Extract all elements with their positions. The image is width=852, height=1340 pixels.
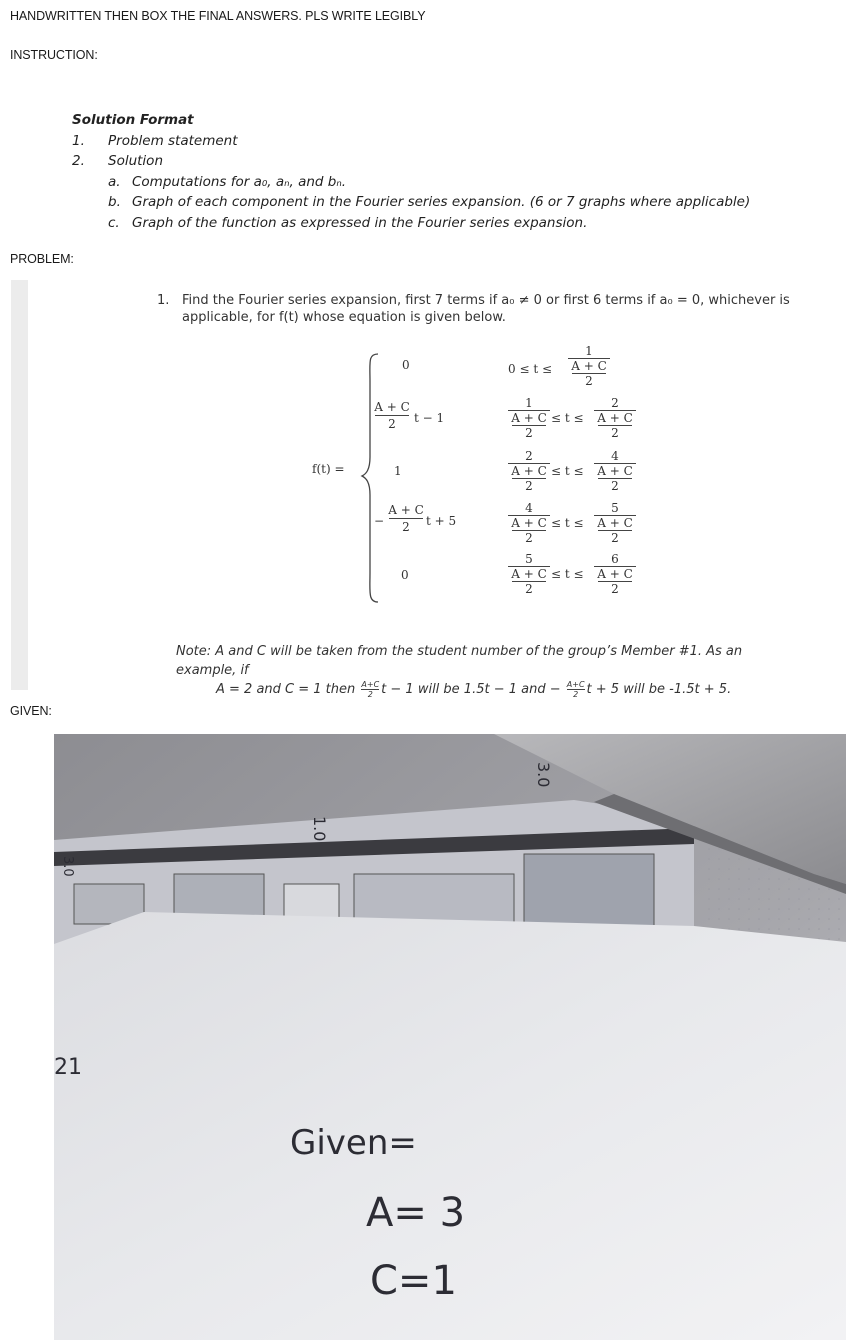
note-line-2-c: t + 5 will be -1.5t + 5. [586, 682, 732, 697]
problem-label: PROBLEM: [10, 252, 74, 266]
case-2-denominator: 2 [388, 417, 396, 431]
floor-plan-room [524, 854, 654, 934]
photo-scene [54, 734, 846, 1340]
range-numerator: 5 [611, 501, 619, 515]
range-numerator: 2 [611, 396, 619, 410]
note-line-1: Note: A and C will be taken from the student number of the group’s Member #1. As an example, if [176, 644, 743, 678]
note-fraction [567, 680, 585, 699]
range-den-bot: 2 [525, 531, 533, 545]
format-subitem-text: Graph of each component in the Fourier series expansion. (6 or 7 graphs where applicable) [132, 194, 751, 210]
range-den-bot: 2 [525, 479, 533, 493]
range-den-bot: 2 [525, 582, 533, 596]
range-den-bot: 2 [611, 531, 619, 545]
fraction-bar [375, 415, 409, 416]
range-den-bot: 2 [525, 426, 533, 440]
range-den-top: A + C [597, 411, 633, 425]
range-den-top: A + C [597, 567, 633, 581]
format-item-text: Problem statement [108, 132, 238, 149]
range-den-bot: 2 [611, 426, 619, 440]
format-item-text: Solution [108, 153, 163, 169]
format-subitem-text: Graph of the function as expressed in the Fourier series expansion. [132, 214, 588, 231]
fraction-bar [389, 518, 423, 519]
range-numerator: 5 [525, 552, 533, 566]
instruction-label: INSTRUCTION: [10, 48, 98, 62]
note-line-2 [176, 680, 796, 699]
case-2-rest: t − 1 [414, 411, 445, 425]
case-3-value: 1 [394, 464, 402, 478]
format-item [72, 131, 750, 152]
case-4-fraction [386, 503, 426, 534]
note-fraction [361, 680, 379, 699]
scribble-1-0: 1.0 [310, 816, 329, 842]
range-right-fraction [592, 397, 638, 439]
problem-note [176, 642, 796, 699]
case-2-numerator: A + C [374, 400, 410, 414]
brace [360, 352, 385, 604]
note-line-2-a: A = 2 and C = 1 then [216, 682, 356, 697]
format-subitem [72, 213, 750, 234]
note-fraction-num: A+C [566, 680, 585, 689]
solution-format [72, 110, 750, 233]
range-inequality: ≤ t ≤ [551, 567, 584, 581]
case-4-rest: t + 5 [426, 514, 457, 528]
range-den-top: A + C [511, 464, 547, 478]
format-subitem [72, 172, 750, 193]
case-5-value: 0 [401, 568, 409, 582]
range-1-den-top: A + C [571, 359, 607, 373]
note-fraction-den: 2 [367, 690, 373, 699]
format-subitem-text: Computations for a₀, aₙ, and bₙ. [132, 173, 347, 190]
format-subitem-letter: c. [108, 214, 120, 231]
range-numerator: 4 [611, 449, 619, 463]
page-title: HANDWRITTEN THEN BOX THE FINAL ANSWERS. PLS WRITE LEGIBLY [10, 9, 426, 23]
scribble-3-0: 3.0 [60, 856, 75, 877]
note-line-2-b: t − 1 will be 1.5t − 1 and − [381, 682, 561, 697]
range-left-fraction [506, 553, 552, 595]
range-den-top: A + C [511, 516, 547, 530]
range-numerator: 6 [611, 552, 619, 566]
format-subitem-letter: b. [108, 194, 121, 210]
range-right-fraction [592, 450, 638, 492]
note-fraction-den: 2 [573, 690, 579, 699]
format-subitem [72, 192, 750, 213]
format-item [72, 151, 750, 172]
range-1-numerator: 1 [585, 344, 593, 358]
case-4-sign: − [374, 514, 385, 528]
note-fraction-num: A+C [361, 680, 380, 689]
format-item-number: 2. [72, 153, 85, 169]
range-left-fraction [506, 502, 552, 544]
handwritten-given: Given= [290, 1123, 417, 1163]
scribble-3-0-b: 3.0 [534, 762, 553, 788]
range-inequality: ≤ t ≤ [551, 516, 584, 530]
problem-line-2: applicable, for f(t) whose equation is given below. [182, 310, 506, 325]
range-den-top: A + C [597, 516, 633, 530]
handwritten-c-value: C=1 [370, 1258, 457, 1304]
range-1-left: 0 ≤ t ≤ [508, 362, 553, 376]
range-numerator: 2 [525, 449, 533, 463]
case-1-value: 0 [402, 358, 410, 372]
function-label: f(t) = [312, 462, 345, 476]
range-left-fraction [506, 450, 552, 492]
range-numerator: 4 [525, 501, 533, 515]
range-den-top: A + C [511, 567, 547, 581]
format-subitem-letter: a. [108, 173, 121, 190]
solution-format-heading: Solution Format [72, 112, 194, 128]
range-den-bot: 2 [611, 479, 619, 493]
given-photo [54, 734, 846, 1340]
case-2-fraction [372, 400, 412, 431]
left-margin-bar [11, 280, 28, 690]
range-den-top: A + C [597, 464, 633, 478]
format-item-number: 1. [72, 132, 85, 149]
scribble-21: 21 [54, 1055, 82, 1080]
problem-line-1: Find the Fourier series expansion, first 7 terms if a₀ ≠ 0 or first 6 terms if a₀ = 0, whichever is [182, 293, 790, 308]
case-4-denominator: 2 [402, 520, 410, 534]
range-left-fraction [506, 397, 552, 439]
handwritten-a-value: A= 3 [366, 1190, 466, 1236]
range-right-fraction [592, 553, 638, 595]
range-inequality: ≤ t ≤ [551, 464, 584, 478]
range-den-top: A + C [511, 411, 547, 425]
range-right-fraction [592, 502, 638, 544]
range-numerator: 1 [525, 396, 533, 410]
range-1-fraction [566, 345, 612, 387]
range-den-bot: 2 [611, 582, 619, 596]
problem-statement [157, 292, 797, 326]
given-label: GIVEN: [10, 704, 52, 718]
problem-number: 1. [157, 293, 170, 308]
range-inequality: ≤ t ≤ [551, 411, 584, 425]
range-1-den-bot: 2 [585, 374, 593, 388]
case-4-numerator: A + C [388, 503, 424, 517]
